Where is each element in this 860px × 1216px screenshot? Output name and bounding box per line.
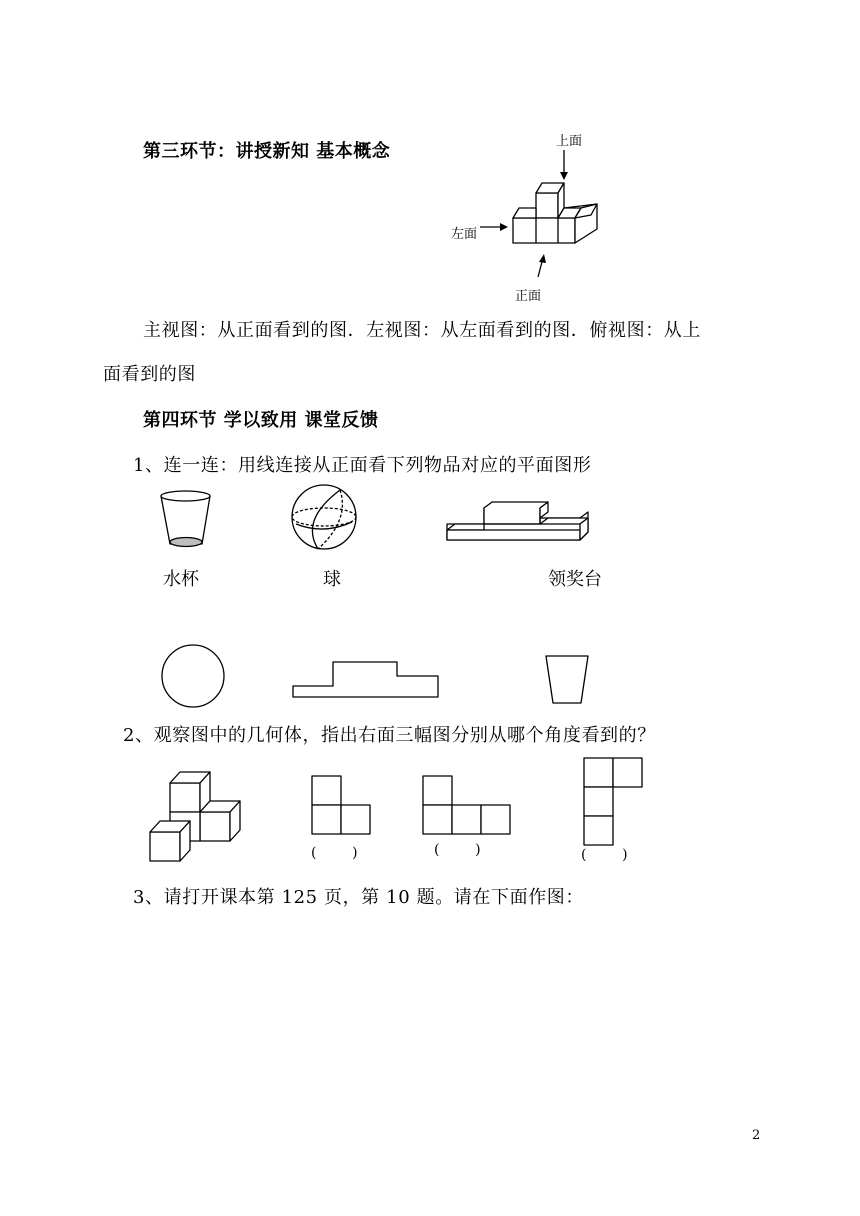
view-b-shape bbox=[423, 776, 510, 834]
label-front: 正面 bbox=[515, 289, 542, 304]
question-2: 2、观察图中的几何体，指出右面三幅图分别从哪个角度看到的？ bbox=[123, 725, 656, 746]
page-number: 2 bbox=[752, 1128, 761, 1143]
view-a-shape bbox=[312, 776, 370, 834]
question-3: 3、请打开课本第 125 页，第 10 题。请在下面作图： bbox=[133, 887, 584, 908]
view-c-shape bbox=[584, 758, 642, 845]
definition-line2: 面看到的图 bbox=[103, 364, 196, 385]
answer-blank-1[interactable]: ( ) bbox=[311, 845, 358, 861]
label-top: 上面 bbox=[556, 134, 583, 149]
label-left: 左面 bbox=[451, 227, 478, 242]
question-1: 1、连一连：用线连接从正面看下列物品对应的平面图形 bbox=[133, 455, 592, 476]
answer-blank-2[interactable]: ( ) bbox=[434, 842, 481, 858]
answer-blank-3[interactable]: ( ) bbox=[581, 847, 628, 863]
definition-line1: 主视图：从正面看到的图．左视图：从左面看到的图．俯视图：从上 bbox=[143, 320, 701, 341]
item-label-cup: 水杯 bbox=[163, 569, 199, 590]
cube-arrangement-icon bbox=[150, 772, 240, 861]
section4-heading: 第四环节 学以致用 课堂反馈 bbox=[143, 410, 379, 431]
item-label-ball: 球 bbox=[323, 569, 341, 590]
item-label-podium: 领奖台 bbox=[548, 569, 602, 590]
section3-heading: 第三环节：讲授新知 基本概念 bbox=[143, 141, 391, 162]
